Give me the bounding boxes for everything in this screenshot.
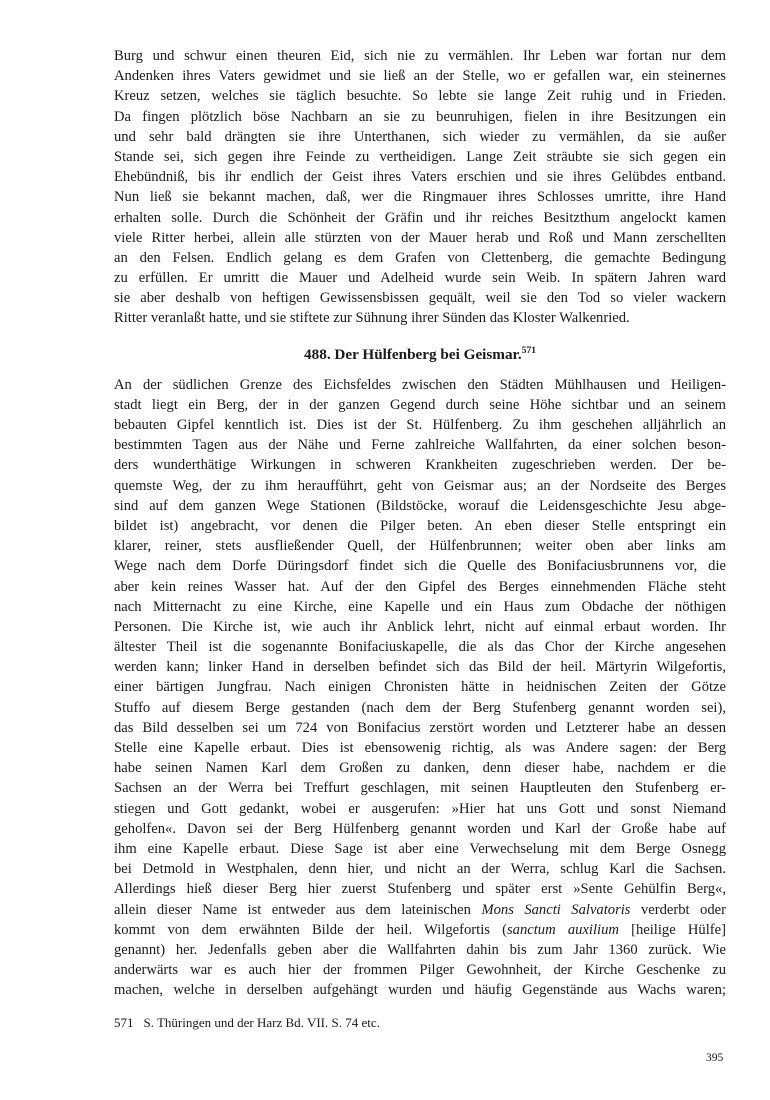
text-line: bebauten Gipfel kenntlich ist. Dies ist der St. Hülfenberg. Zu ihm geschehen alljährlich an <box>114 417 726 433</box>
text-line: habe seinen Namen Karl dem Großen zu danken, denn dieser habe, nachdem er die <box>114 760 726 777</box>
text-line: zu erfüllen. Er umritt die Mauer und Adelheid wurde sein Weib. In spätern Jahren ward <box>114 270 726 287</box>
text-line: Sachsen an der Werra bei Treffurt geschlagen, mit seinen Hauptleuten den Stufenberg er- <box>114 780 726 797</box>
text-line: erhalten solle. Durch die Schönheit der Gräfin und ihr reiches Besitzthum angelockt kamen <box>114 209 726 226</box>
page-number: 395 <box>706 1052 724 1064</box>
continued-paragraph <box>114 46 726 329</box>
text-line: Andenken ihres Vaters gewidmet und sie ließ an der Stelle, wo er gefallen war, ein steinernes <box>114 68 726 85</box>
latin-phrase: Mons Sancti Salvatoris <box>481 901 631 918</box>
text-line: sie aber deshalb von heftigen Gewissensbissen gequält, weil sie den Tod so vieler wackern <box>114 290 726 307</box>
text-line <box>114 920 726 940</box>
text-line: sind auf dem ganzen Wege Stationen (Bildstöcke, worauf die Leidensgeschichte Jesu abge- <box>114 497 726 514</box>
text-line: stiegen und Gott gedankt, wobei er ausgerufen: »Hier hat uns Gott und sonst Niemand <box>114 800 726 817</box>
text-segment: allein dieser Name ist entweder aus dem lateinischen <box>114 901 482 918</box>
text-line: Ehebündniß, bis ihr endlich der Geist ihres Vaters erschien und sie ihres Gelübdes entband. <box>114 169 726 186</box>
text-line: und sehr bald drängten sie ihre Unterthanen, sich wieder zu vermählen, da sie außer <box>114 128 726 145</box>
footnote-number: 571 <box>114 1015 134 1030</box>
text-line: aber kein reines Wasser hat. Auf der den Gipfel des Berges einnehmenden Fläche steht <box>114 578 726 595</box>
text-line: An der südlichen Grenze des Eichsfeldes zwischen den Städten Mühlhausen und Heiligen- <box>114 376 726 393</box>
section-heading <box>114 345 726 365</box>
text-line: Stuffo auf diesem Berge gestanden (nach dem der Berg Stufenberg genannt worden sei), <box>114 699 726 716</box>
text-line: werden kann; linker Hand in derselben befindet sich das Bild der heil. Märtyrin Wilgefortis, <box>114 659 726 676</box>
footnote-reference[interactable]: 571 <box>521 345 536 356</box>
main-paragraph <box>114 375 726 1001</box>
text-segment: verderbt oder <box>630 901 726 918</box>
text-line: ders wunderthätige Wirkungen in schweren Krankheiten zugeschrieben werden. Der be- <box>114 457 726 474</box>
text-line: Burg und schwur einen theuren Eid, sich nie zu vermählen. Ihr Leben war fortan nur dem <box>114 48 726 64</box>
text-line: Nun ließ sie bekannt machen, daß, wer die Ringmauer ihres Schlosses umritte, ihre Hand <box>114 189 726 206</box>
text-line: das Bild desselben sei um 724 von Bonifacius zerstört worden und Letzterer habe an dessen <box>114 719 726 736</box>
text-line: Wege nach dem Dorfe Düringsdorf findet sich die Quelle des Bonifaciusbrunnens vor, die <box>114 558 726 575</box>
text-line: an den Felsen. Endlich gelang es dem Grafen von Clettenberg, die gemachte Bedingung <box>114 249 726 266</box>
text-line: genannt) her. Jedenfalls geben aber die Wallfahrten dahin bis zum Jahr 1360 zurück. Wie <box>114 941 726 958</box>
text-segment: kommt von dem erwähnten Bilde der heil. Wilgefortis ( <box>114 921 507 938</box>
text-line: klarer, reiner, stets ausfließender Quell, der Hülfenbrunnen; weiter oben aber links am <box>114 538 726 555</box>
latin-phrase: sanctum auxilium <box>507 921 619 938</box>
text-line: Stelle eine Kapelle erbaut. Dies ist ebensowenig richtig, als was Andere sagen: der Berg <box>114 740 726 756</box>
text-line: nach Mitternacht zu eine Kirche, eine Kapelle und ein Haus zum Obdache der nöthigen <box>114 598 726 615</box>
text-line: einer bärtigen Jungfrau. Nach einigen Chronisten hätte in heidnischen Zeiten der Götze <box>114 679 726 696</box>
text-line: machen, welche in derselben aufgehängt wurden und häufig Gegenstände aus Wachs waren; <box>114 982 726 999</box>
text-line: Allerdings hieß dieser Berg hier zuerst Stufenberg und später erst »Sente Gehülfin Berg«, <box>114 881 726 898</box>
section-heading-text: 488. Der Hülfenberg bei Geismar. <box>304 345 522 363</box>
text-line: bei Detmold in Westphalen, denn hier, und nicht an der Werra, schlug Karl die Sachsen. <box>114 861 726 878</box>
text-line: stadt liegt ein Berg, der in der ganzen Gegend durch seine Höhe sichtbar und an seinem <box>114 396 726 413</box>
page-body <box>114 46 726 1000</box>
text-line: Personen. Die Kirche ist, wie auch ihr Anblick lehrt, nicht auf einmal erbaut worden. Ihr <box>114 618 726 635</box>
text-line: Ritter veranlaßt hatte, und sie stiftete zur Sühnung ihrer Sünden das Kloster Walkenried. <box>114 310 630 327</box>
text-line: ältester Theil ist die sogenannte Bonifaciuskapelle, die als das Chor der Kirche angesehen <box>114 639 726 656</box>
text-line: anderwärts war es auch hier der frommen Pilger Gewohnheit, der Kirche Geschenke zu <box>114 962 726 979</box>
text-line: bestimmten Tagen aus der Nähe und Ferne zahlreiche Wallfahrten, da einer solchen beson- <box>114 437 726 454</box>
text-line <box>114 900 726 920</box>
text-segment: [heilige Hülfe] <box>618 921 726 938</box>
text-line: bildet ist) angebracht, vor denen die Pilger beten. An eben dieser Stelle entspringt ein <box>114 517 726 534</box>
text-line: viele Ritter herbei, allein alle stürzten von der Mauer herab und Roß und Mann zerschellten <box>114 229 726 246</box>
text-line: Kreuz setzen, welches sie täglich besuchte. So lebte sie lange Zeit ruhig und in Frieden. <box>114 88 726 105</box>
text-line: quemste Weg, der zu ihm heraufführt, geht von Geismar aus; an der Nordseite des Berges <box>114 477 726 494</box>
text-line: ihm eine Kapelle erbaut. Diese Sage ist aber eine Verwechselung mit dem Berge Osnegg <box>114 840 726 857</box>
text-line: Da fingen plötzlich böse Nachbarn an sie zu beunruhigen, fielen in ihre Besitzungen ein <box>114 108 726 125</box>
footnote <box>114 1015 380 1031</box>
text-line: geholfen«. Davon sei der Berg Hülfenberg genannt worden und Karl der Große habe auf <box>114 820 726 837</box>
text-line: Stande sei, sich gegen ihre Feinde zu vertheidigen. Lange Zeit sträubte sie sich gegen ein <box>114 148 726 165</box>
footnote-text: S. Thüringen und der Harz Bd. VII. S. 74 etc. <box>143 1015 380 1030</box>
